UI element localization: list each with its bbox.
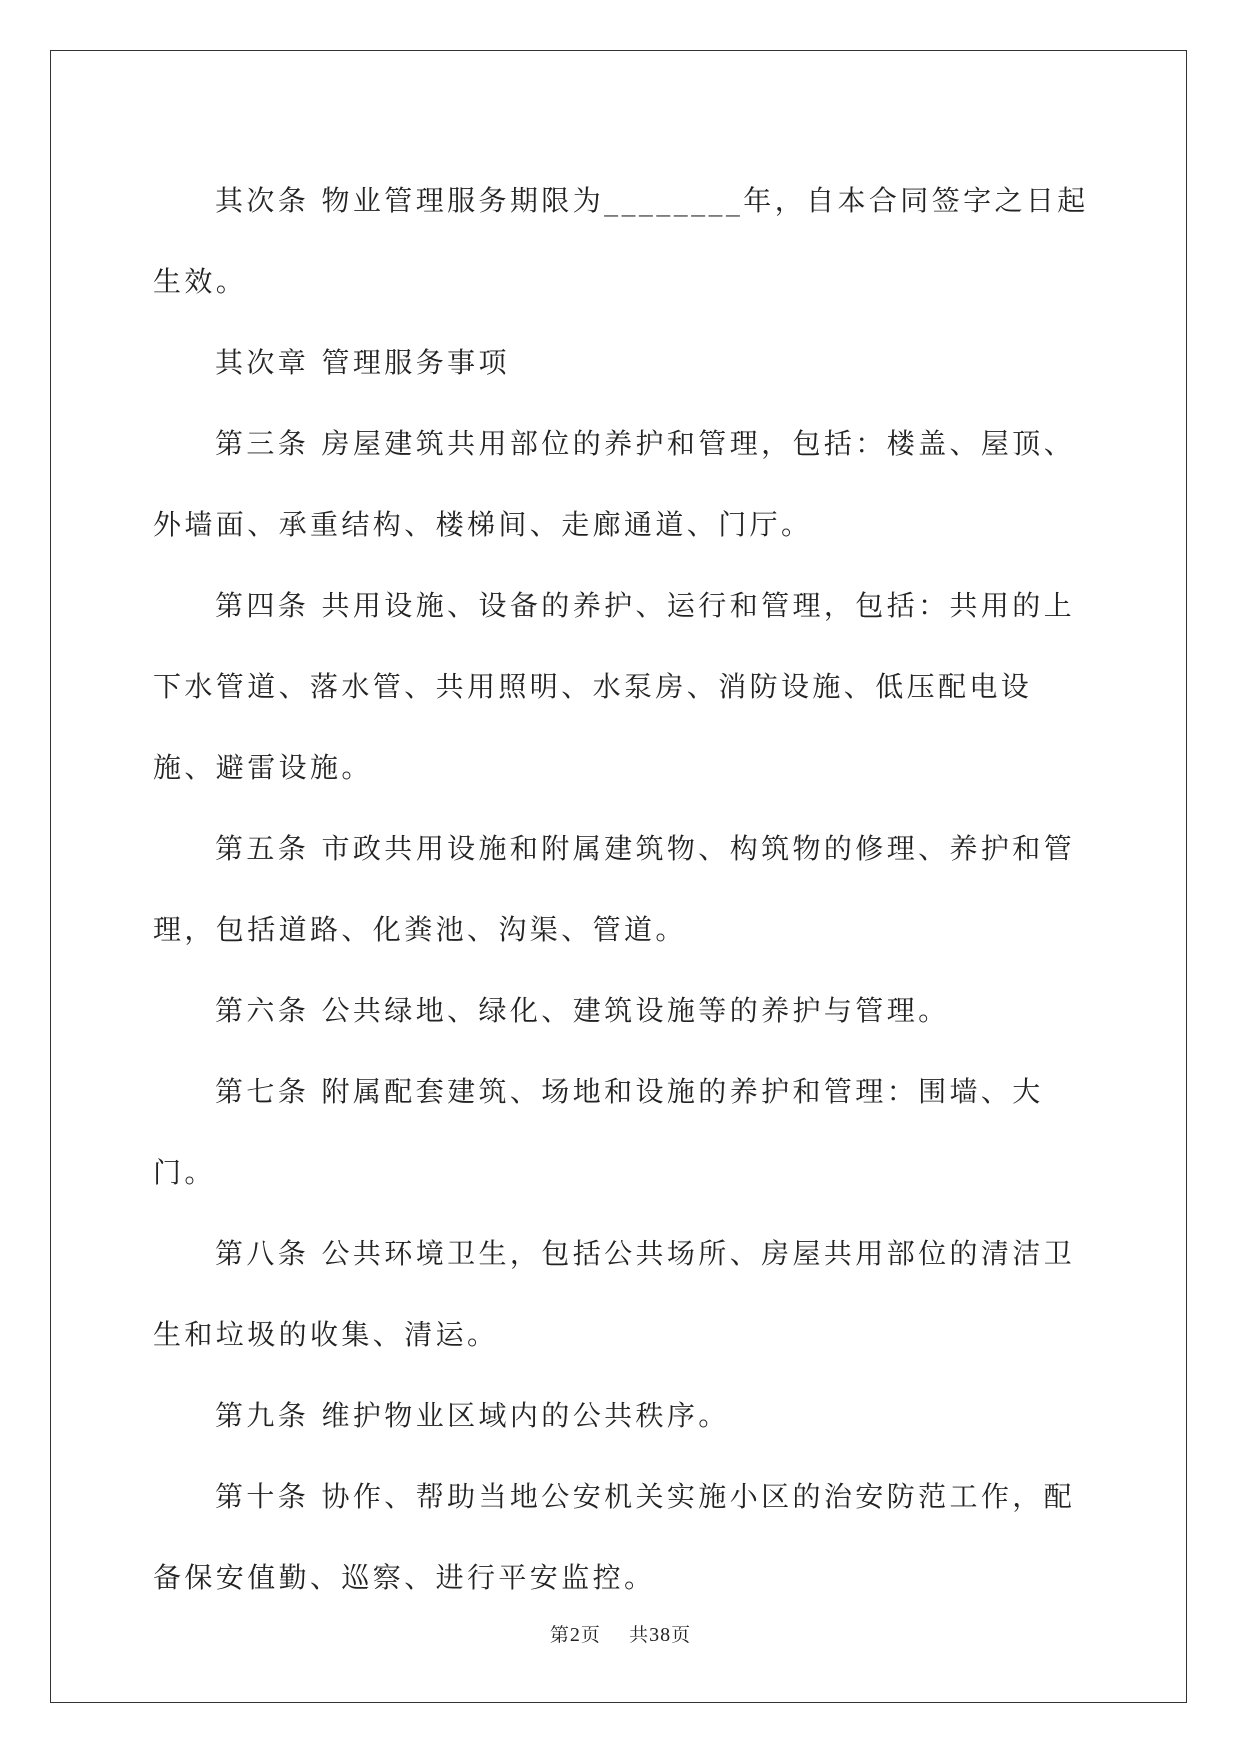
- paragraph: 第十条 协作、帮助当地公安机关实施小区的治安防范工作，配备保安值勤、巡察、进行平安监控。: [153, 1480, 1076, 1594]
- paragraph: 第八条 公共环境卫生，包括公共场所、房屋共用部位的清洁卫生和垃圾的收集、清运。: [153, 1237, 1076, 1351]
- total-pages: 38: [649, 1624, 672, 1646]
- page-suffix: 页: [580, 1624, 601, 1646]
- page-prefix: 第: [549, 1624, 570, 1646]
- paragraph: 第六条 公共绿地、绿化、建筑设施等的养护与管理。: [215, 994, 950, 1027]
- paragraph: 第九条 维护物业区域内的公共秩序。: [215, 1399, 730, 1432]
- page-number: 2: [569, 1624, 581, 1646]
- page-footer: [0, 1620, 1241, 1647]
- chapter-heading: 其次章 管理服务事项: [215, 346, 510, 379]
- total-suffix: 页: [671, 1624, 692, 1646]
- total-prefix: 共: [629, 1624, 650, 1646]
- paragraph: 第七条 附属配套建筑、场地和设施的养护和管理：围墙、大门。: [153, 1075, 1044, 1189]
- paragraph: 第五条 市政共用设施和附属建筑物、构筑物的修理、养护和管理，包括道路、化粪池、沟渠、管道。: [153, 832, 1076, 946]
- paragraph: 其次条 物业管理服务期限为________年，自本合同签字之日起生效。: [153, 184, 1089, 298]
- paragraph: 第三条 房屋建筑共用部位的养护和管理，包括：楼盖、屋顶、外墙面、承重结构、楼梯间、走廊通道、门厅。: [153, 427, 1076, 541]
- document-body: [153, 160, 1093, 1618]
- paragraph: 第四条 共用设施、设备的养护、运行和管理，包括：共用的上下水管道、落水管、共用照明、水泵房、消防设施、低压配电设施、避雷设施。: [153, 589, 1076, 784]
